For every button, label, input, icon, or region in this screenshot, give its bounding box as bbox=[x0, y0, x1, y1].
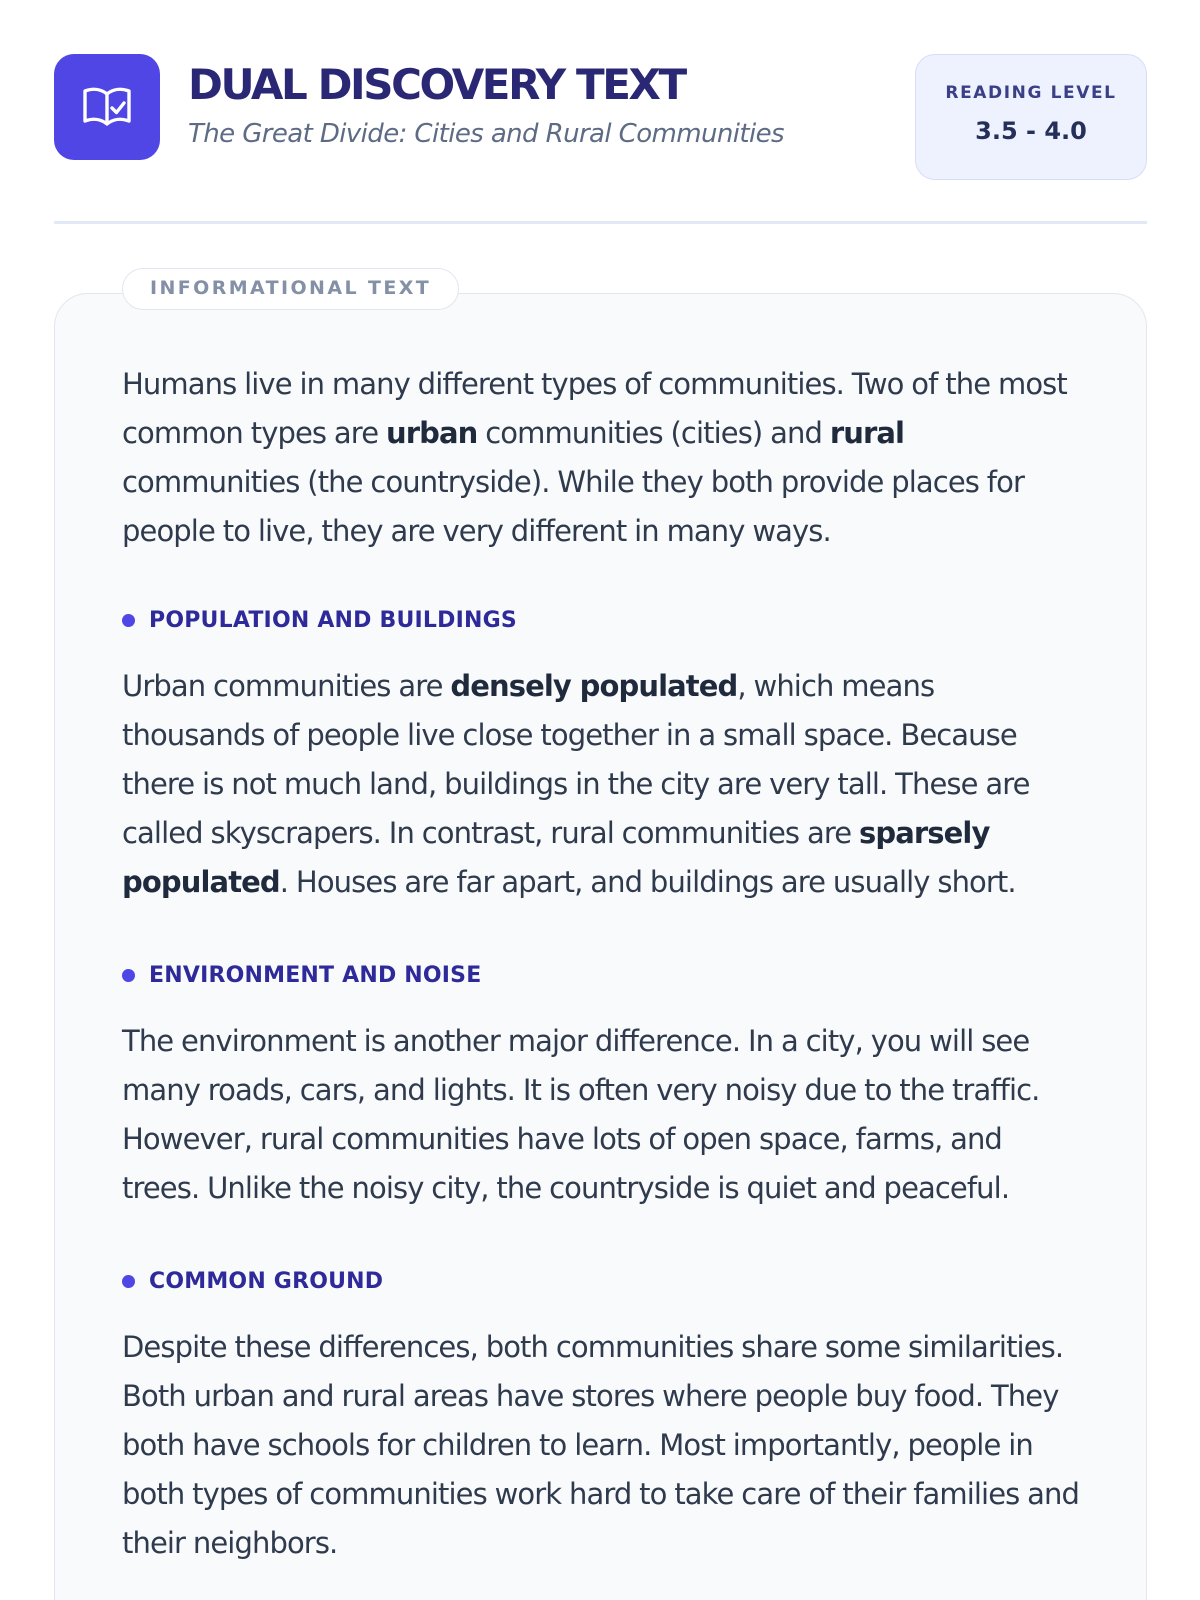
section-heading-population bbox=[122, 600, 1082, 640]
article-body bbox=[122, 360, 1082, 1568]
paragraph-text: . Houses are far apart, and buildings are usually short. bbox=[279, 865, 1016, 899]
reading-level-badge bbox=[915, 54, 1147, 180]
paragraph-text: Urban communities are bbox=[122, 669, 451, 703]
text-type-tag: INFORMATIONAL TEXT bbox=[122, 268, 459, 310]
term-sparsely-populated: sparsely populated bbox=[122, 816, 990, 899]
term-densely-populated: densely populated bbox=[450, 669, 738, 703]
book-check-icon bbox=[54, 54, 160, 160]
header-divider bbox=[54, 221, 1147, 224]
section-paragraph-environment: The environment is another major difference. In a city, you will see many roads, cars, and lights. It is often very noisy due to the traffic. However, rural communities have lots of open space, farms, and trees. Unlike the noisy city, the countryside is quiet and peaceful. bbox=[122, 1024, 1040, 1205]
reading-level-label: READING LEVEL bbox=[945, 83, 1117, 103]
section-heading-environment bbox=[122, 955, 1082, 995]
intro-text-1: Humans live in many different types of communities. Two of the most common types are bbox=[122, 367, 1067, 450]
intro-text-2: communities (cities) and bbox=[477, 416, 830, 450]
book-check-icon-graphic bbox=[82, 85, 132, 129]
section-title: POPULATION AND BUILDINGS bbox=[149, 607, 517, 633]
reading-level-value: 3.5 - 4.0 bbox=[975, 117, 1087, 145]
bullet-dot-icon bbox=[122, 614, 135, 627]
page-title: DUAL DISCOVERY TEXT bbox=[188, 60, 685, 109]
header bbox=[54, 54, 1147, 182]
bullet-dot-icon bbox=[122, 1275, 135, 1288]
section-paragraph-common-ground: Despite these differences, both communities share some similarities. Both urban and rural areas have stores where people buy food. They both have schools for children to learn. Most importantly, people in both types of communities work hard to take care of their families and their neighbors. bbox=[122, 1330, 1080, 1560]
bullet-dot-icon bbox=[122, 969, 135, 982]
page-subtitle: The Great Divide: Cities and Rural Communities bbox=[188, 119, 784, 149]
term-urban: urban bbox=[385, 416, 478, 450]
intro-paragraph bbox=[122, 360, 1082, 556]
section-paragraph-population bbox=[122, 662, 1082, 907]
section-title: ENVIRONMENT AND NOISE bbox=[149, 962, 482, 988]
section-heading-common-ground bbox=[122, 1261, 1082, 1301]
section-title: COMMON GROUND bbox=[149, 1268, 384, 1294]
intro-text-3: communities (the countryside). While they both provide places for people to live, they are very different in many ways. bbox=[122, 465, 1024, 548]
term-rural: rural bbox=[829, 416, 905, 450]
paragraph-text: , which means thousands of people live close together in a small space. Because there is not much land, buildings in the city are very tall. These are called skyscrapers. In contrast, rural communities are bbox=[122, 669, 1030, 850]
